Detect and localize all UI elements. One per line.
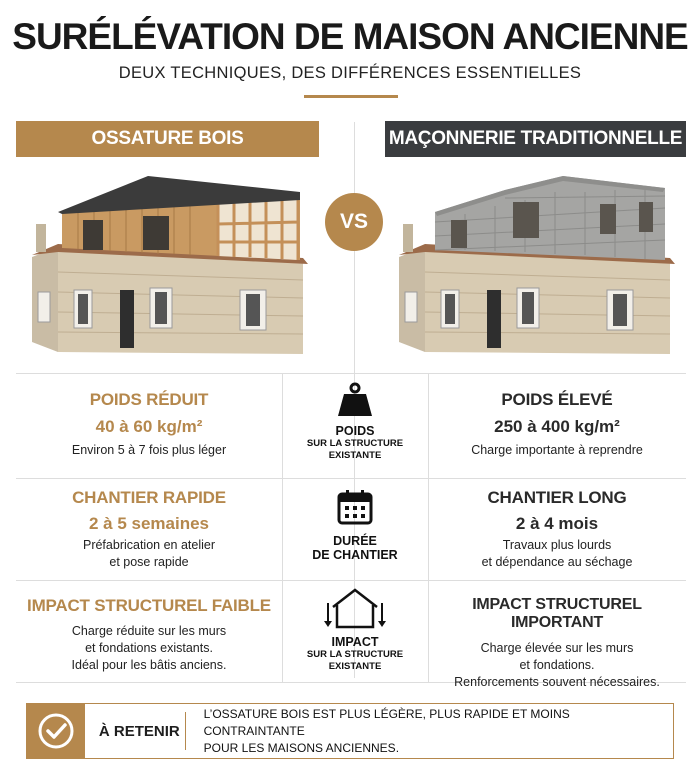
duration-left-heading: CHANTIER RAPIDE [72, 488, 226, 507]
key-takeaway-text2: POUR LES MAISONS ANCIENNES. [203, 740, 400, 755]
weight-right-cell [428, 390, 686, 459]
duration-right-heading: CHANTIER LONG [487, 488, 627, 507]
wood-frame-house-image [28, 162, 318, 362]
impact-left-heading: IMPACT STRUCTUREL FAIBLE [27, 596, 271, 615]
impact-sub1: SUR LA STRUCTURE [306, 649, 404, 660]
weight-middle-cell [285, 382, 425, 462]
weight-sub2: EXISTANTE [328, 450, 382, 461]
duration-sub1: DE CHANTIER [312, 548, 398, 562]
duration-left-cell [16, 488, 282, 571]
calendar-icon [336, 488, 374, 526]
check-circle-icon [27, 704, 85, 758]
duration-left-desc1: Préfabrication en atelier [82, 538, 216, 552]
row-divider [16, 478, 686, 479]
duration-right-desc2: et dépendance au séchage [481, 555, 633, 569]
weight-left-cell [16, 390, 282, 459]
duration-middle-cell [285, 488, 425, 562]
key-takeaway-text1: L’OSSATURE BOIS EST PLUS LÉGÈRE, PLUS RAPIDE ET MOINS CONTRAINTANTE [203, 706, 570, 738]
impact-right-desc3: Renforcements souvent nécessaires. [454, 675, 660, 689]
weight-sub1: SUR LA STRUCTURE [306, 438, 404, 449]
weight-right-value: 250 à 400 kg/m² [494, 417, 620, 436]
duration-label: DURÉE [333, 534, 377, 548]
impact-label: IMPACT [331, 635, 379, 649]
weight-icon [336, 382, 374, 418]
duration-right-desc1: Travaux plus lourds [502, 538, 612, 552]
wood-frame-header: OSSATURE BOIS [16, 121, 319, 157]
duration-left-desc2: et pose rapide [109, 555, 189, 569]
impact-left-desc3: Idéal pour les bâtis anciens. [71, 658, 227, 672]
key-takeaway-divider [185, 712, 186, 750]
impact-left-desc2: et fondations existants. [85, 641, 213, 655]
impact-sub2: EXISTANTE [328, 661, 382, 672]
house-load-icon [323, 587, 387, 629]
key-takeaway-box [26, 703, 674, 759]
weight-label: POIDS [335, 424, 375, 438]
impact-middle-cell [285, 587, 425, 673]
duration-right-value: 2 à 4 mois [515, 514, 599, 533]
title-underline [304, 95, 398, 98]
page-subtitle: DEUX TECHNIQUES, DES DIFFÉRENCES ESSENTIELLES [118, 64, 582, 82]
weight-left-desc: Environ 5 à 7 fois plus léger [71, 443, 227, 457]
column-divider [282, 373, 283, 682]
impact-right-cell [428, 596, 686, 691]
impact-right-heading: IMPACT STRUCTUREL IMPORTANT [472, 596, 642, 631]
masonry-house-image [395, 162, 685, 362]
duration-left-value: 2 à 5 semaines [88, 514, 210, 533]
vs-badge: VS [325, 193, 383, 251]
impact-right-desc1: Charge élevée sur les murs [480, 641, 634, 655]
duration-right-cell [428, 488, 686, 571]
impact-left-desc1: Charge réduite sur les murs [71, 624, 227, 638]
weight-right-desc: Charge importante à reprendre [471, 443, 643, 457]
row-divider [16, 373, 686, 374]
masonry-header: MAÇONNERIE TRADITIONNELLE [385, 121, 686, 157]
impact-right-desc2: et fondations. [519, 658, 595, 672]
row-divider [16, 580, 686, 581]
weight-left-heading: POIDS RÉDUIT [89, 390, 209, 409]
impact-left-cell [16, 596, 282, 674]
weight-right-heading: POIDS ÉLEVÉ [501, 390, 613, 409]
weight-left-value: 40 à 60 kg/m² [95, 417, 203, 436]
key-takeaway-label: À RETENIR [98, 722, 180, 740]
page-title: SURÉLÉVATION DE MAISON ANCIENNE [12, 16, 688, 57]
